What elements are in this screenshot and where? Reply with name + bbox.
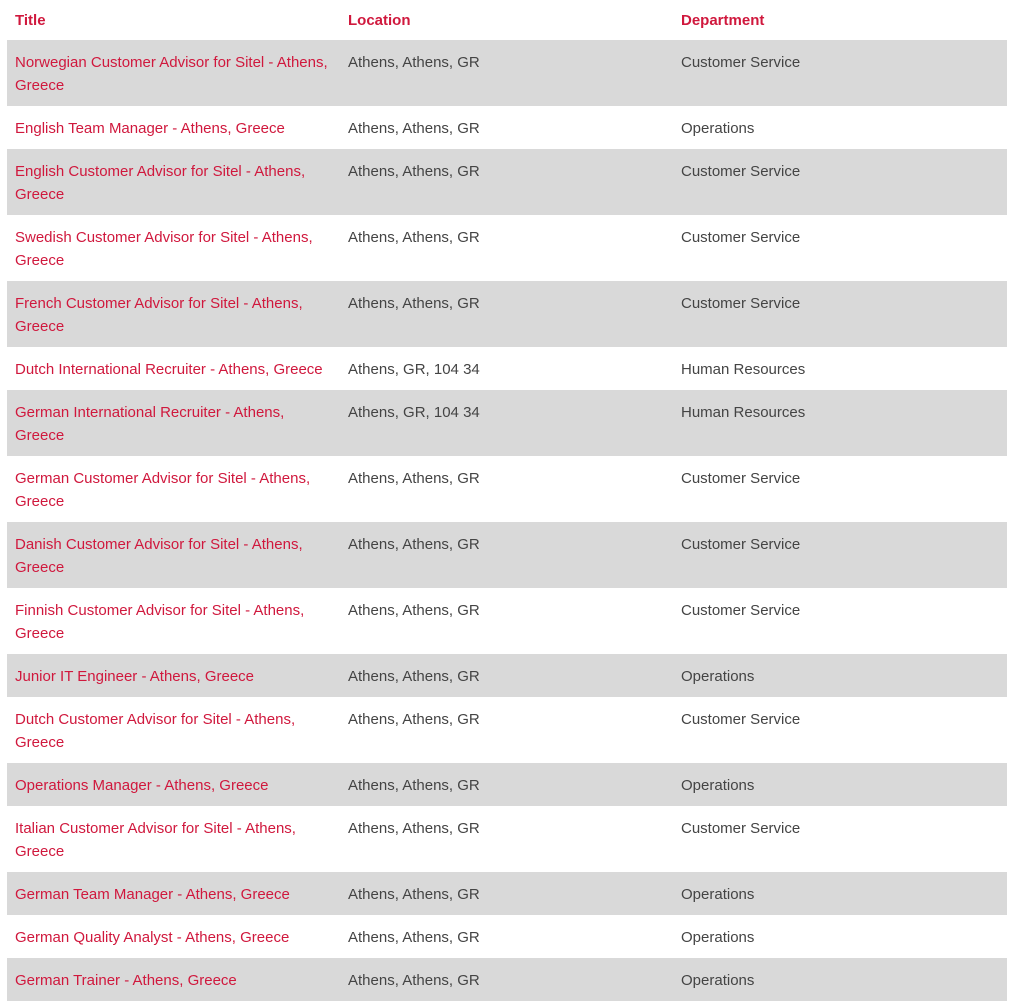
table-row xyxy=(7,872,1007,915)
job-title-link[interactable]: French Customer Advisor for Sitel - Athens, Greece xyxy=(15,295,303,335)
job-title-link[interactable]: English Team Manager - Athens, Greece xyxy=(15,120,285,137)
jobs-table-header xyxy=(7,0,1007,40)
table-row xyxy=(7,40,1007,106)
job-title-cell xyxy=(7,522,340,588)
table-row xyxy=(7,697,1007,763)
job-location-cell: Athens, Athens, GR xyxy=(348,602,480,619)
table-row xyxy=(7,281,1007,347)
job-department-cell: Operations xyxy=(673,958,1007,1001)
job-title-link[interactable]: Norwegian Customer Advisor for Sitel - Athens, Greece xyxy=(15,54,328,94)
job-title-link[interactable]: Danish Customer Advisor for Sitel - Athens, Greece xyxy=(15,536,303,576)
job-department-cell: Customer Service xyxy=(681,711,801,728)
job-title-link[interactable]: Operations Manager - Athens, Greece xyxy=(15,777,269,794)
job-title-link[interactable]: Dutch Customer Advisor for Sitel - Athens, Greece xyxy=(15,711,296,751)
job-location-cell: Athens, GR, 104 34 xyxy=(348,361,480,378)
job-title-cell xyxy=(7,40,340,106)
job-department-cell: Customer Service xyxy=(681,820,801,837)
job-department-cell: Customer Service xyxy=(673,149,1007,215)
job-location-cell: Athens, Athens, GR xyxy=(340,872,673,915)
job-department-cell: Operations xyxy=(673,654,1007,697)
job-title-cell xyxy=(7,456,340,522)
table-row xyxy=(7,806,1007,872)
table-row xyxy=(7,588,1007,654)
jobs-table xyxy=(7,0,1007,1001)
job-title-link[interactable]: English Customer Advisor for Sitel - Athens, Greece xyxy=(15,163,306,203)
job-location-cell: Athens, Athens, GR xyxy=(340,149,673,215)
job-location-cell: Athens, Athens, GR xyxy=(348,229,480,246)
job-title-cell xyxy=(7,347,340,390)
job-title-cell xyxy=(7,697,340,763)
job-title-cell xyxy=(7,806,340,872)
table-row xyxy=(7,915,1007,958)
table-row xyxy=(7,347,1007,390)
job-title-cell xyxy=(7,215,340,281)
table-row xyxy=(7,215,1007,281)
job-title-cell xyxy=(7,654,340,697)
job-title-link[interactable]: German Quality Analyst - Athens, Greece xyxy=(15,929,290,946)
job-title-cell xyxy=(7,106,340,149)
job-department-cell: Human Resources xyxy=(673,390,1007,456)
job-department-cell: Customer Service xyxy=(673,522,1007,588)
job-location-cell: Athens, Athens, GR xyxy=(348,929,480,946)
job-title-cell xyxy=(7,281,340,347)
job-location-cell: Athens, Athens, GR xyxy=(348,120,480,137)
table-row xyxy=(7,958,1007,1001)
job-title-cell xyxy=(7,958,340,1001)
job-location-cell: Athens, Athens, GR xyxy=(340,654,673,697)
job-title-link[interactable]: German Customer Advisor for Sitel - Athens, Greece xyxy=(15,470,311,510)
column-header-location[interactable]: Location xyxy=(348,12,411,29)
job-location-cell: Athens, Athens, GR xyxy=(340,958,673,1001)
job-department-cell: Operations xyxy=(673,872,1007,915)
job-title-link[interactable]: Swedish Customer Advisor for Sitel - Athens, Greece xyxy=(15,229,313,269)
job-location-cell: Athens, Athens, GR xyxy=(340,522,673,588)
job-location-cell: Athens, Athens, GR xyxy=(348,470,480,487)
table-row xyxy=(7,763,1007,806)
table-row xyxy=(7,654,1007,697)
job-title-cell xyxy=(7,915,340,958)
job-location-cell: Athens, GR, 104 34 xyxy=(340,390,673,456)
job-title-cell xyxy=(7,149,340,215)
job-title-link[interactable]: German Team Manager - Athens, Greece xyxy=(15,886,290,903)
job-department-cell: Customer Service xyxy=(681,602,801,619)
job-title-link[interactable]: Dutch International Recruiter - Athens, Greece xyxy=(15,361,323,378)
job-department-cell: Human Resources xyxy=(681,361,806,378)
job-location-cell: Athens, Athens, GR xyxy=(340,763,673,806)
header-row xyxy=(7,0,1007,40)
job-title-cell xyxy=(7,390,340,456)
jobs-table-body xyxy=(7,40,1007,1001)
job-location-cell: Athens, Athens, GR xyxy=(340,281,673,347)
table-row xyxy=(7,390,1007,456)
job-department-cell: Operations xyxy=(673,763,1007,806)
table-row xyxy=(7,522,1007,588)
job-department-cell: Customer Service xyxy=(673,281,1007,347)
job-title-link[interactable]: German Trainer - Athens, Greece xyxy=(15,972,237,989)
job-department-cell: Customer Service xyxy=(673,40,1007,106)
column-header-department[interactable]: Department xyxy=(681,12,765,29)
job-department-cell: Operations xyxy=(681,929,755,946)
table-row xyxy=(7,456,1007,522)
job-department-cell: Customer Service xyxy=(681,229,801,246)
table-row xyxy=(7,149,1007,215)
job-title-link[interactable]: Finnish Customer Advisor for Sitel - Athens, Greece xyxy=(15,602,305,642)
job-title-cell xyxy=(7,588,340,654)
job-location-cell: Athens, Athens, GR xyxy=(348,711,480,728)
job-title-link[interactable]: German International Recruiter - Athens, Greece xyxy=(15,404,285,444)
job-department-cell: Operations xyxy=(681,120,755,137)
table-row xyxy=(7,106,1007,149)
job-location-cell: Athens, Athens, GR xyxy=(348,820,480,837)
job-title-link[interactable]: Italian Customer Advisor for Sitel - Athens, Greece xyxy=(15,820,296,860)
job-title-cell xyxy=(7,763,340,806)
job-department-cell: Customer Service xyxy=(681,470,801,487)
job-title-cell xyxy=(7,872,340,915)
job-location-cell: Athens, Athens, GR xyxy=(340,40,673,106)
column-header-title[interactable]: Title xyxy=(15,12,46,29)
job-title-link[interactable]: Junior IT Engineer - Athens, Greece xyxy=(15,668,255,685)
